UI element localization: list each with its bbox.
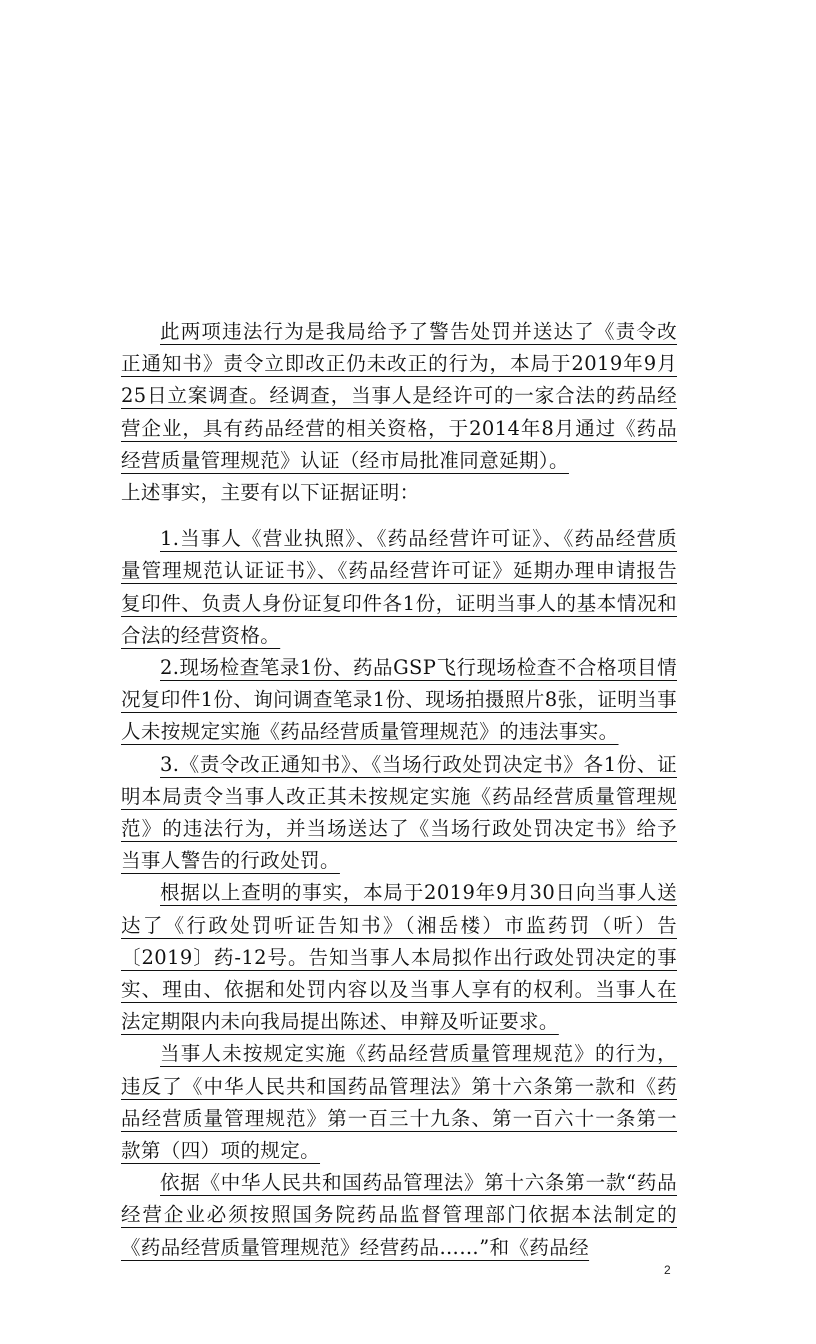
paragraph-text: 依据《中华人民共和国药品管理法》第十六条第一款“药品经营企业必须按照国务院药品监督管理部门依据本法制定的《药品经营质量管理规范》经营药品……”和《药品经 — [121, 1171, 677, 1259]
paragraph-text: 根据以上查明的事实，本局于2019年9月30日向当事人送达了《行政处罚听证告知书》（湘岳楼）市监药罚（听）告〔2019〕药-12号。告知当事人本局拟作出行政处罚决定的事实、理由、依据和处罚内容以及当事人享有的权利。当事人在法定期限内未向我局提出陈述、申辩及听证要求。 — [121, 881, 677, 1034]
paragraph-text: 上述事实，主要有以下证据证明： — [121, 481, 420, 505]
paragraph-text: 3.《责令改正通知书》、《当场行政处罚决定书》各1份、证明本局责令当事人改正其未按规定实施《药品经营质量管理规范》的违法行为，并当场送达了《当场行政处罚决定书》给予当事人警告的行政处罚。 — [121, 752, 677, 873]
paragraph-hearing-notice — [121, 877, 677, 1038]
paragraph-violation-investigation — [121, 316, 677, 477]
paragraph-evidence-3 — [121, 749, 677, 878]
document-body — [121, 316, 677, 1264]
paragraph-legal-basis — [121, 1167, 677, 1264]
paragraph-evidence-2 — [121, 652, 677, 749]
paragraph-text: 此两项违法行为是我局给予了警告处罚并送达了《责令改正通知书》责令立即改正仍未改正的行为，本局于2019年9月25日立案调查。经调查，当事人是经许可的一家合法的药品经营企业，具有药品经营的相关资格，于2014年8月通过《药品经营质量管理规范》认证（经市局批准同意延期）。 — [121, 320, 677, 472]
paragraph-text: 2.现场检查笔录1份、药品GSP飞行现场检查不合格项目情况复印件1份、询问调查笔录1份、现场拍摄照片8张，证明当事人未按规定实施《药品经营质量管理规范》的违法事实。 — [121, 656, 677, 744]
paragraph-legal-violation — [121, 1038, 677, 1167]
page-number: 2 — [664, 1263, 671, 1277]
paragraph-text: 当事人未按规定实施《药品经营质量管理规范》的行为，违反了《中华人民共和国药品管理法》第十六条第一款和《药品经营质量管理规范》第一百三十九条、第一百六十一条第一款第（四）项的规定。 — [121, 1042, 677, 1163]
paragraph-evidence-intro — [121, 477, 677, 509]
paragraph-evidence-1 — [121, 523, 677, 652]
paragraph-text: 1.当事人《营业执照》、《药品经营许可证》、《药品经营质量管理规范认证证书》、《药品经营许可证》延期办理申请报告复印件、负责人身份证复印件各1份，证明当事人的基本情况和合法的经营资格。 — [121, 527, 677, 647]
